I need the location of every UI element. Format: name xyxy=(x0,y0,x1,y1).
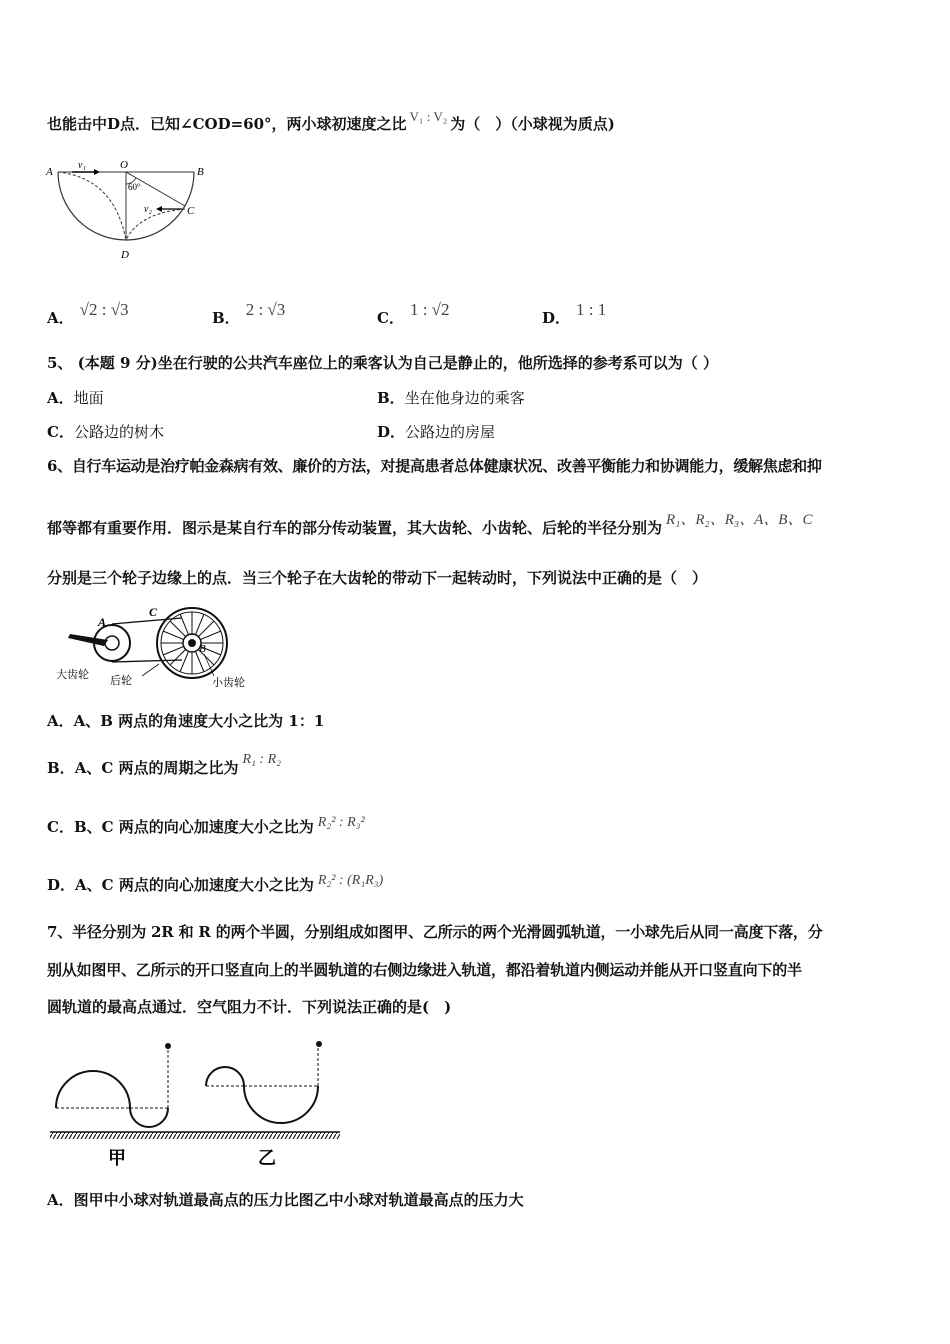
q6-line1: 6、自行车运动是治疗帕金森病有效、廉价的方法，对提高患者总体健康状况、改善平衡能力和协调能力，缓解焦虑和抑 xyxy=(47,457,822,475)
q6-option-c-letter: C． xyxy=(47,818,74,836)
q4-option-d-letter: D． xyxy=(542,309,571,327)
q5-option-a[interactable] xyxy=(47,388,104,408)
q5-option-c-text: 公路边的树木 xyxy=(73,423,164,441)
q6-option-b[interactable] xyxy=(47,752,281,780)
q4-option-a[interactable] xyxy=(47,300,129,328)
q4-stem-b: 为（ ）（小球视为质点) xyxy=(450,115,615,133)
q6-label-C: C xyxy=(149,605,158,619)
q5-option-b-letter: B． xyxy=(377,389,405,407)
q6-option-d[interactable] xyxy=(47,875,383,897)
q7-figure xyxy=(44,1036,344,1172)
q6-label-B: B xyxy=(199,643,206,655)
q6-option-a[interactable] xyxy=(47,711,324,731)
q6-label-rear-wheel: 后轮 xyxy=(110,674,132,687)
q6-option-c-math: R₂² : R₃² xyxy=(317,815,365,830)
q5-option-d-letter: D． xyxy=(377,423,406,441)
q6-line3: 分别是三个轮子边缘上的点．当三个轮子在大齿轮的带动下一起转动时，下列说法中正确的是（ ） xyxy=(47,569,708,587)
q4-label-C: C xyxy=(187,205,195,217)
q6-label-big-gear: 大齿轮 xyxy=(56,668,89,681)
q5-option-a-letter: A． xyxy=(47,389,74,407)
q4-option-b-letter: B． xyxy=(212,309,240,327)
q6-label-small-gear: 小齿轮 xyxy=(212,676,245,689)
q7-option-a[interactable]: A．图甲中小球对轨道最高点的压力比图乙中小球对轨道最高点的压力大 xyxy=(47,1191,524,1209)
q6-option-d-text: A、C 两点的向心加速度大小之比为 xyxy=(75,876,314,894)
q4-label-v2: v₂ xyxy=(144,204,152,215)
q4-label-D: D xyxy=(121,249,129,261)
q5-option-b[interactable] xyxy=(377,388,525,408)
q4-stem xyxy=(47,109,615,135)
q4-stem-a: 也能击中D点．已知∠COD=60°，两小球初速度之比 xyxy=(47,115,407,133)
q4-label-angle: 60° xyxy=(128,182,141,192)
q4-option-a-letter: A． xyxy=(47,309,74,327)
q5-option-a-text: 地面 xyxy=(73,389,104,407)
q6-option-a-text: A、B 两点的角速度大小之比为 1：1 xyxy=(73,712,325,730)
q4-option-c-value: 1 : √2 xyxy=(409,300,450,319)
q6-line2-text: 郁等都有重要作用．图示是某自行车的部分传动装置，其大齿轮、小齿轮、后轮的半径分别为 xyxy=(47,519,663,537)
q5-option-d-text: 公路边的房屋 xyxy=(405,423,496,441)
q6-option-c-text: B、C 两点的向心加速度大小之比为 xyxy=(73,818,314,836)
q4-ratio: V₁ : V₂ xyxy=(409,109,448,124)
q5-option-c-letter: C． xyxy=(47,423,74,441)
q6-label-A: A xyxy=(98,615,107,629)
q4-option-d-value: 1 : 1 xyxy=(576,300,607,319)
q6-option-d-math: R₂² : (R₁R₃) xyxy=(317,873,384,888)
q6-figure xyxy=(54,604,264,690)
q6-option-b-text: A、C 两点的周期之比为 xyxy=(74,759,239,777)
q6-option-d-letter: D． xyxy=(47,876,76,894)
q7-line2: 别从如图甲、乙所示的开口竖直向上的半圆轨道的右侧边缘进入轨道，都沿着轨道内侧运动并能从开口竖直向下的半 xyxy=(47,961,802,979)
q4-figure xyxy=(44,158,214,264)
q4-option-a-value: √2 : √3 xyxy=(79,300,129,319)
q5-stem: 5、 (本题 9 分)坐在行驶的公共汽车座位上的乘客认为自己是静止的，他所选择的参考系可以为（ ） xyxy=(47,354,718,372)
q4-option-c-letter: C． xyxy=(377,309,404,327)
q7-label-jia: 甲 xyxy=(108,1148,126,1169)
q4-option-c[interactable] xyxy=(377,300,450,328)
q6-option-a-letter: A． xyxy=(47,712,74,730)
q7-line1: 7、半径分别为 2R 和 R 的两个半圆，分别组成如图甲、乙所示的两个光滑圆弧轨道，一小球先后从同一高度下落，分 xyxy=(47,923,823,941)
q5-option-d[interactable] xyxy=(377,422,495,442)
q4-option-d[interactable] xyxy=(542,300,607,328)
q6-line2 xyxy=(47,512,813,539)
q4-option-b[interactable] xyxy=(212,300,286,328)
q4-label-O: O xyxy=(120,159,128,171)
q4-label-v1: v₁ xyxy=(78,160,86,171)
q4-label-A: A xyxy=(46,166,53,178)
q5-option-c[interactable] xyxy=(47,422,164,442)
q7-label-yi: 乙 xyxy=(258,1148,276,1169)
q5-option-b-text: 坐在他身边的乘客 xyxy=(404,389,525,407)
q4-option-b-value: 2 : √3 xyxy=(245,300,286,319)
q4-label-B: B xyxy=(197,166,204,178)
q6-option-c[interactable] xyxy=(47,817,365,839)
q6-line2-math: R₁、R₂、R₃、A、B、C xyxy=(666,512,813,528)
q6-option-b-letter: B． xyxy=(47,759,75,777)
q6-option-b-math: R₁ : R₂ xyxy=(242,752,281,767)
q7-line3: 圆轨道的最高点通过．空气阻力不计．下列说法正确的是( ) xyxy=(47,998,452,1016)
